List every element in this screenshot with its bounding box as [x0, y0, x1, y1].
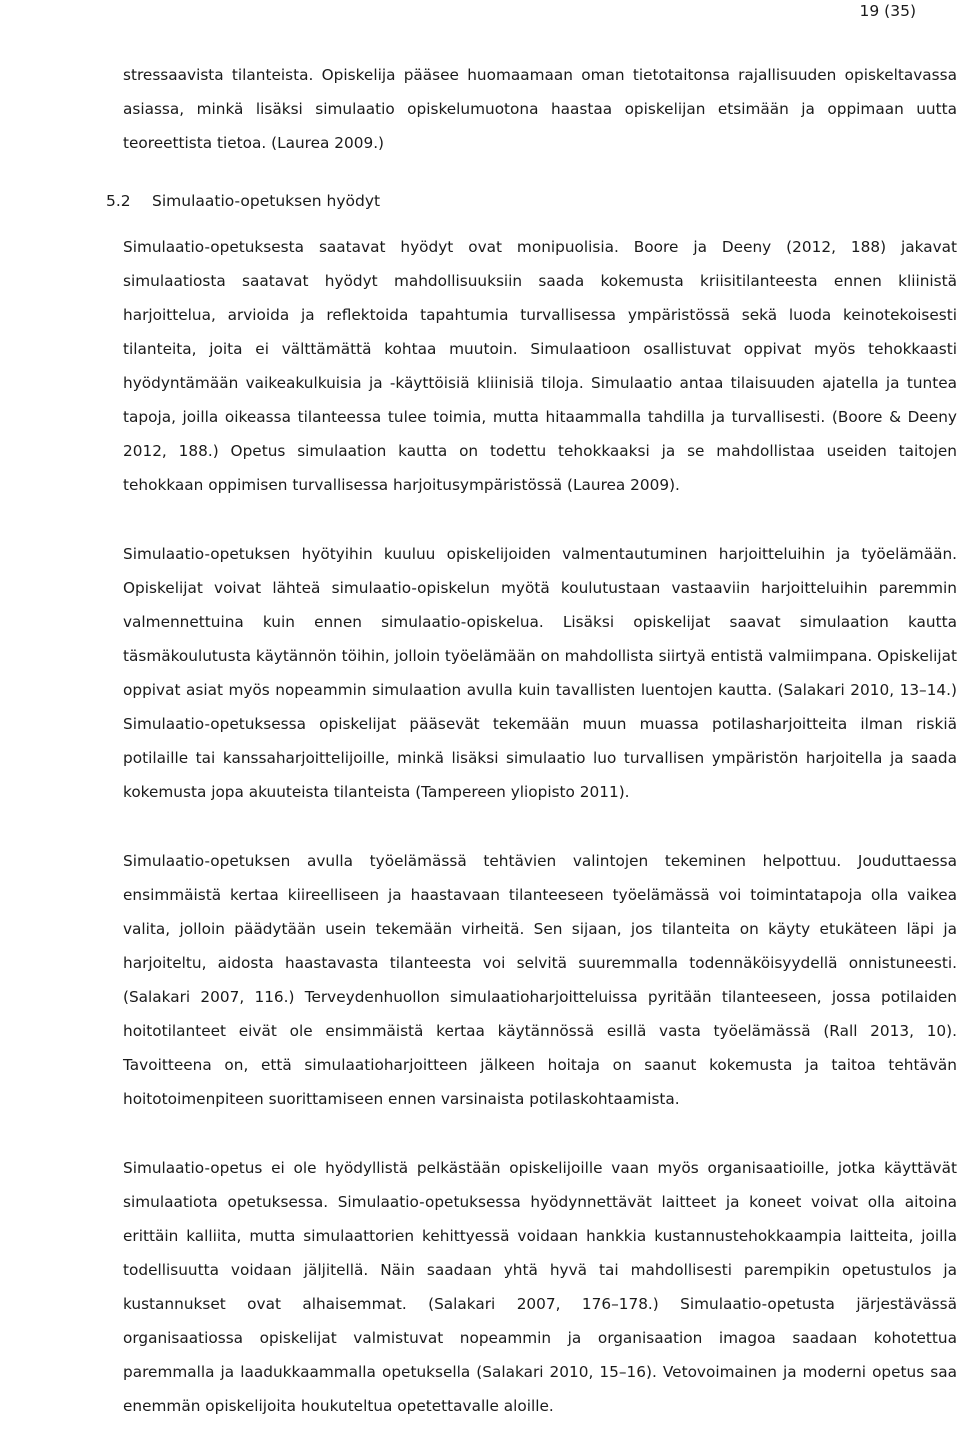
paragraph-decision-making: Simulaatio-opetuksen avulla työelämässä tehtävien valintojen tekeminen helpottuu. Jouduttaessa ensimmäistä kertaa kiireelliseen ja haastavaan tilanteeseen työelämässä voi toimintatapoja olla vaikea valita, jolloin päädytään usein tekemään virheitä. Sen sijaan, jos tilanteita on käyty etukäteen läpi ja harjoiteltu, aidosta haastavasta tilanteesta voi selvitä suuremmalla todennäköisyydellä onnistuneesti. (Salakari 2007, 116.) Terveydenhuollon simulaatioharjoitteluissa pyritään tilanteeseen, jossa potilaiden hoitotilanteet eivät ole ensimmäistä kertaa käytännössä esillä vasta työelämässä (Rall 2013, 10). Tavoitteena on, että simulaatioharjoitteen jälkeen hoitaja on saanut kokemusta ja taitoa tehtävän hoitotoimenpiteen suorittamiseen ennen varsinaista potilaskohtaamista. — [123, 852, 957, 1108]
page-number: 19 (35) — [859, 2, 916, 20]
paragraph-intro-continuation: stressaavista tilanteista. Opiskelija pääsee huomaamaan oman tietotaitonsa rajallisuuden opiskeltavassa asiassa, minkä lisäksi simulaatio opiskelumuotona haastaa opiskelijan etsimään ja oppimaan uutta teoreettista tietoa. (Laurea 2009.) — [123, 66, 957, 152]
page-content — [106, 58, 957, 1423]
paragraph-benefits: Simulaatio-opetuksesta saatavat hyödyt ovat monipuolisia. Boore ja Deeny (2012, 188) jakavat simulaatiosta saatavat hyödyt mahdollisuuksiin saada kokemusta kriisitilanteesta ennen kliinistä harjoittelua, arvioida ja reflektoida tapahtumia turvallisessa ympäristössä sekä luoda keinotekoisesti tilanteita, joita ei välttämättä kohtaa muutoin. Simulaatioon osallistuvat oppivat myös tehokkaasti hyödyntämään vaikeakulkuisia ja -käyttöisiä kliinisiä tiloja. Simulaatio antaa tilaisuuden ajatella ja tuntea tapoja, joilla oikeassa tilanteessa tulee toimia, mutta hitaammalla tahdilla ja turvallisesti. (Boore & Deeny 2012, 188.) Opetus simulaation kautta on todettu tehokkaaksi ja se mahdollistaa useiden taitojen tehokkaan oppimisen turvallisessa harjoitusympäristössä (Laurea 2009). — [123, 238, 957, 494]
paragraph-organisations: Simulaatio-opetus ei ole hyödyllistä pelkästään opiskelijoille vaan myös organisaatioille, jotka käyttävät simulaatiota opetuksessa. Simulaatio-opetuksessa hyödynnettävät laitteet ja koneet voivat olla aitoina erittäin kalliita, mutta simulaattorien kehittyessä voidaan hankkia kustannustehokkaampia laitteita, joilla todellisuutta voidaan jäljitellä. Näin saadaan yhtä hyvä tai mahdollisesti parempikin opetustulos ja kustannukset ovat alhaisemmat. (Salakari 2007, 176–178.) Simulaatio-opetusta järjestävässä organisaatiossa opiskelijat valmistuvat nopeammin ja organisaation imagoa saadaan kohotettua paremmalla ja laadukkaammalla opetuksella (Salakari 2010, 15–16). Vetovoimainen ja moderni opetus saa enemmän opiskelijoita houkuteltua opetettavalle aloille. — [123, 1159, 957, 1415]
section-number: 5.2 — [106, 192, 131, 210]
section-heading — [0, 184, 957, 218]
section-title: Simulaatio-opetuksen hyödyt — [152, 192, 381, 210]
paragraph-work-readiness: Simulaatio-opetuksen hyötyihin kuuluu opiskelijoiden valmentautuminen harjoitteluihin ja työelämään. Opiskelijat voivat lähteä simulaatio-opiskelun myötä koulutustaan vastaaviin harjoitteluihin paremmin valmennettuina kuin ennen simulaatio-opiskelua. Lisäksi opiskelijat saavat simulaation kautta täsmäkoulutusta käytännön töihin, jolloin työelämään on mahdollista siirtyä entistä valmiimpana. Opiskelijat oppivat asiat myös nopeammin simulaation avulla kuin tavallisten luentojen kautta. (Salakari 2010, 13–14.) Simulaatio-opetuksessa opiskelijat pääsevät tekemään muun muassa potilasharjoitteita ilman riskiä potilaille tai kanssaharjoittelijoille, minkä lisäksi simulaatio luo turvallisen ympäristön harjoitella ja saada kokemusta jopa akuuteista tilanteista (Tampereen yliopisto 2011). — [123, 545, 957, 801]
